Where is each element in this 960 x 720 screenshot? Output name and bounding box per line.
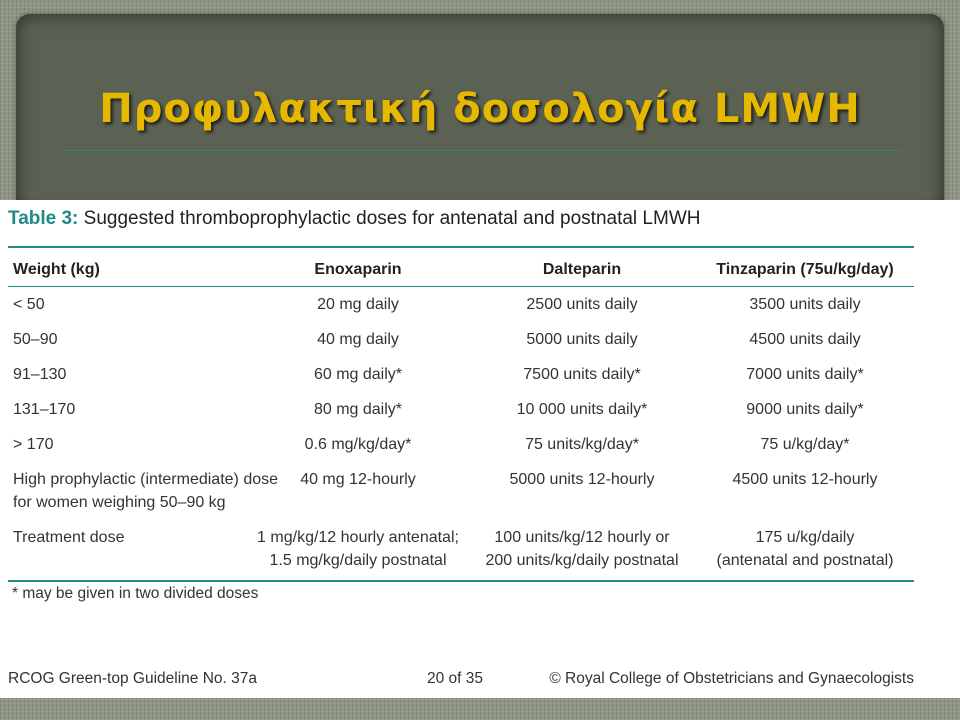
cell-enoxaparin: 0.6 mg/kg/day* xyxy=(304,436,412,453)
footer-copyright: © Royal College of Obstetricians and Gynaecologists xyxy=(549,670,914,687)
footer-guideline: RCOG Green-top Guideline No. 37a xyxy=(8,670,257,687)
footer-page-number: 20 of 35 xyxy=(426,670,484,687)
cell-tinzaparin: 75 u/kg/day* xyxy=(760,436,850,453)
cell-enoxaparin: 40 mg 12-hourly xyxy=(300,471,416,488)
cell-dalteparin-line2: 200 units/kg/daily postnatal xyxy=(485,552,679,569)
cell-enoxaparin: 20 mg daily xyxy=(317,296,399,313)
cell-weight: 50–90 xyxy=(13,331,58,348)
cell-weight: Treatment dose xyxy=(13,529,125,546)
table-bottom-rule xyxy=(8,580,914,582)
cell-weight: > 170 xyxy=(13,436,54,453)
title-underline xyxy=(62,150,902,151)
column-header-weight: Weight (kg) xyxy=(13,261,100,278)
cell-enoxaparin-line1: 1 mg/kg/12 hourly antenatal; xyxy=(257,529,459,546)
table-footnote: * may be given in two divided doses xyxy=(12,585,259,602)
cell-dalteparin-line1: 100 units/kg/12 hourly or xyxy=(494,529,670,546)
table-header-rule xyxy=(8,286,914,287)
slide-title: Προφυλακτική δοσολογία LMWH xyxy=(99,86,861,132)
table-caption xyxy=(8,208,700,230)
cell-dalteparin: 5000 units daily xyxy=(526,331,638,348)
cell-tinzaparin: 7000 units daily* xyxy=(746,366,864,383)
column-header-tinzaparin: Tinzaparin (75u/kg/day) xyxy=(716,261,894,278)
cell-tinzaparin-line2: (antenatal and postnatal) xyxy=(716,552,894,569)
cell-weight xyxy=(13,468,278,514)
cell-weight: 131–170 xyxy=(13,401,76,418)
cell-dalteparin: 7500 units daily* xyxy=(523,366,641,383)
cell-weight-line1: High prophylactic (intermediate) dose xyxy=(13,471,279,488)
cell-tinzaparin: 4500 units daily xyxy=(749,331,861,348)
cell-enoxaparin: 60 mg daily* xyxy=(313,366,403,383)
cell-dalteparin: 75 units/kg/day* xyxy=(525,436,639,453)
document-image xyxy=(0,200,960,698)
cell-weight-line2: for women weighing 50–90 kg xyxy=(13,494,226,511)
cell-enoxaparin-line2: 1.5 mg/kg/daily postnatal xyxy=(269,552,447,569)
column-header-enoxaparin: Enoxaparin xyxy=(314,261,402,278)
table-top-rule xyxy=(8,246,914,248)
cell-enoxaparin: 40 mg daily xyxy=(317,331,399,348)
cell-dalteparin: 5000 units 12-hourly xyxy=(509,471,655,488)
table-caption-number: Table 3: xyxy=(8,208,79,229)
cell-weight: 91–130 xyxy=(13,366,67,383)
cell-tinzaparin xyxy=(696,526,914,572)
table-caption-text: Suggested thromboprophylactic doses for antenatal and postnatal LMWH xyxy=(83,208,701,229)
cell-dalteparin: 10 000 units daily* xyxy=(516,401,648,418)
cell-enoxaparin xyxy=(243,526,473,572)
cell-enoxaparin: 80 mg daily* xyxy=(313,401,403,418)
cell-tinzaparin: 3500 units daily xyxy=(749,296,861,313)
cell-weight: < 50 xyxy=(13,296,45,313)
cell-dalteparin xyxy=(472,526,692,572)
cell-tinzaparin: 4500 units 12-hourly xyxy=(732,471,878,488)
column-header-dalteparin: Dalteparin xyxy=(542,261,622,278)
cell-tinzaparin: 9000 units daily* xyxy=(746,401,864,418)
cell-tinzaparin-line1: 175 u/kg/daily xyxy=(755,529,855,546)
cell-dalteparin: 2500 units daily xyxy=(526,296,638,313)
